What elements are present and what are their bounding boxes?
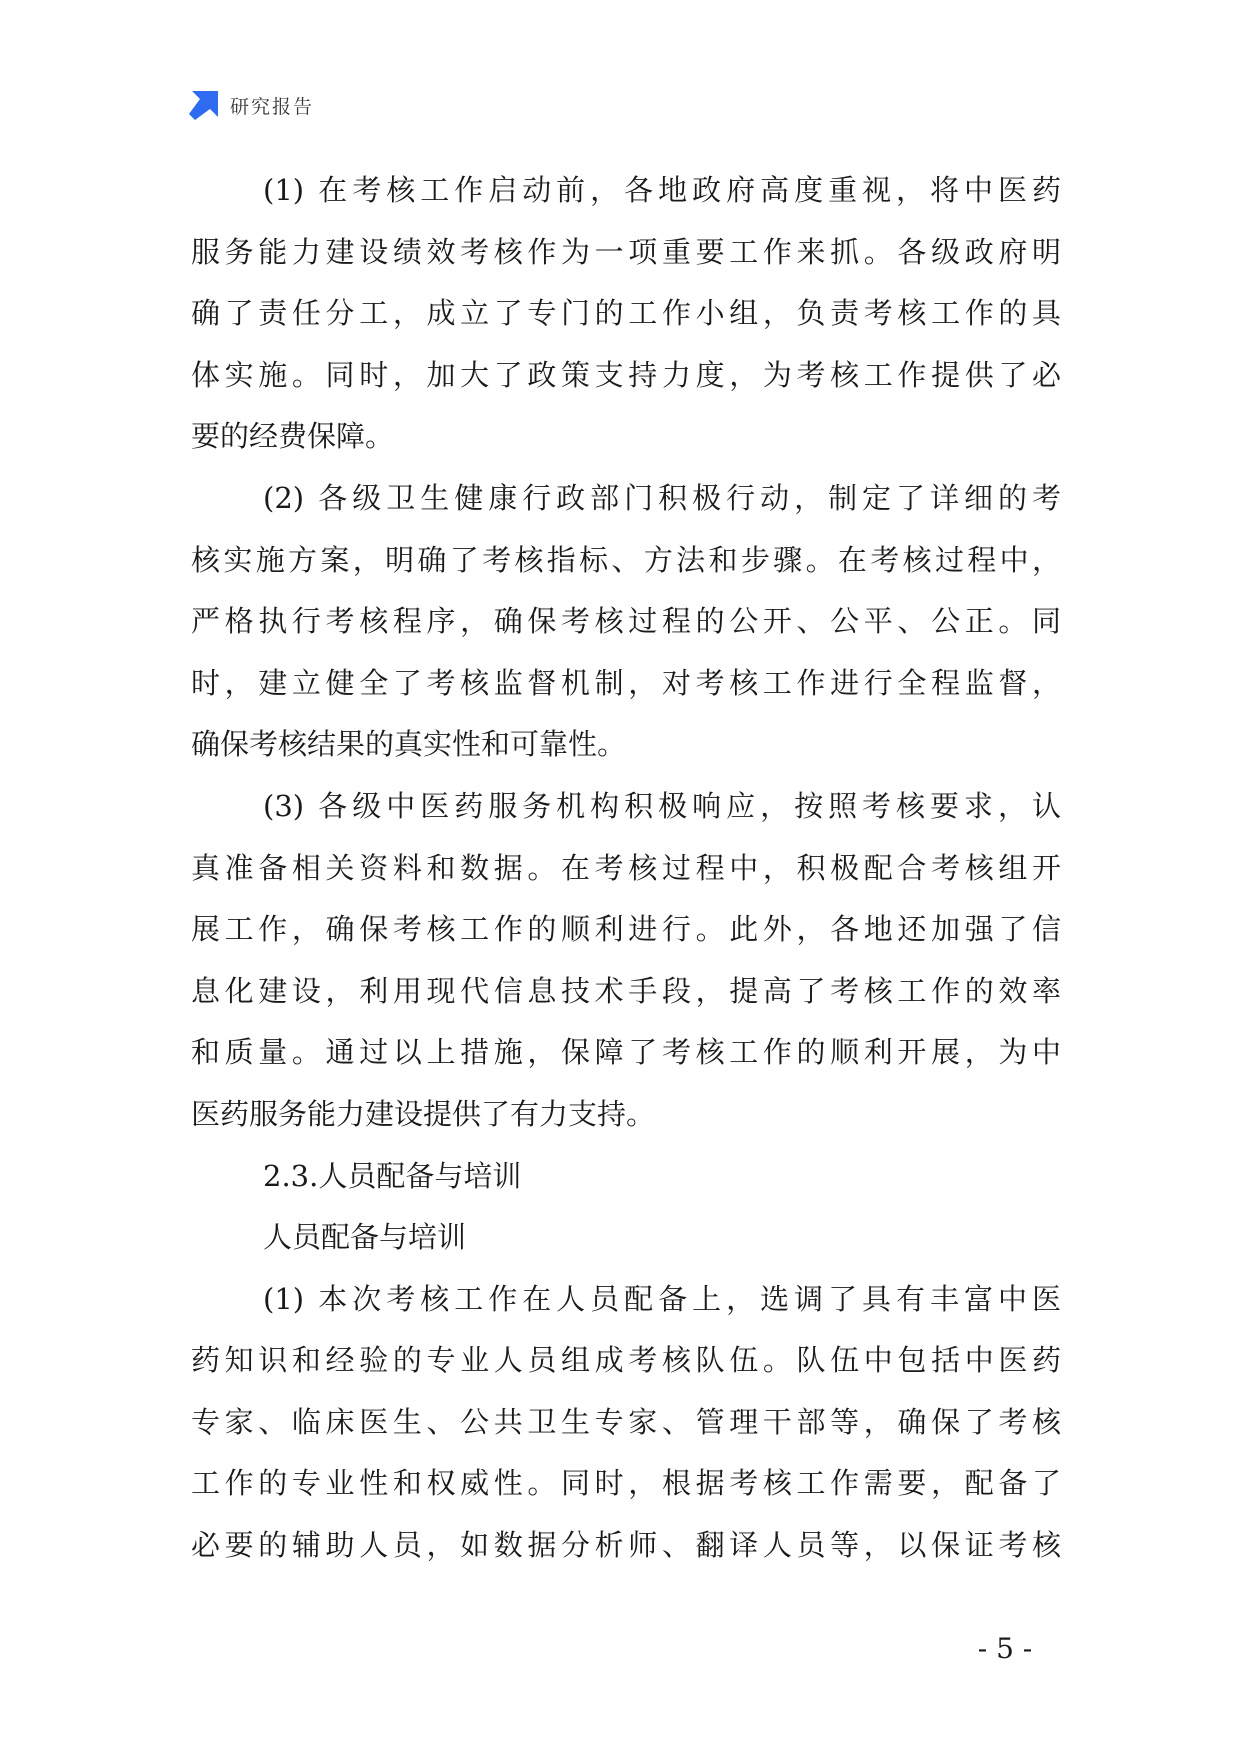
- paragraph-line: 确了责任分工，成立了专门的工作小组，负责考核工作的具: [191, 296, 1061, 331]
- paragraph-line: 医药服务能力建设提供了有力支持。: [191, 1096, 656, 1131]
- paragraph-line: 药知识和经验的专业人员组成考核队伍。队伍中包括中医药: [191, 1343, 1061, 1378]
- paragraph-line: 展工作，确保考核工作的顺利进行。此外，各地还加强了信: [191, 912, 1061, 947]
- paragraph-line: 息化建设，利用现代信息技术手段，提高了考核工作的效率: [191, 973, 1061, 1008]
- paragraph-line: 核实施方案，明确了考核指标、方法和步骤。在考核过程中，: [191, 542, 1061, 577]
- document-body: [191, 160, 1061, 1577]
- section-heading: 2.3.人员配备与培训: [263, 1158, 522, 1193]
- paragraph-line: (3) 各级中医药服务机构积极响应，按照考核要求，认: [263, 788, 1061, 823]
- paragraph-line: 必要的辅助人员，如数据分析师、翻译人员等，以保证考核: [191, 1528, 1061, 1563]
- report-header: [188, 88, 314, 122]
- paragraph-line: 体实施。同时，加大了政策支持力度，为考核工作提供了必: [191, 357, 1061, 392]
- paragraph-line: 要的经费保障。: [191, 419, 395, 454]
- paragraph-line: 专家、临床医生、公共卫生专家、管理干部等，确保了考核: [191, 1404, 1061, 1439]
- page-number: - 5 -: [977, 1632, 1033, 1665]
- paragraph-line: (1) 在考核工作启动前，各地政府高度重视，将中医药: [263, 173, 1061, 207]
- paragraph-line: 工作的专业性和权威性。同时，根据考核工作需要，配备了: [191, 1466, 1061, 1501]
- subsection-heading: 人员配备与培训: [263, 1220, 467, 1255]
- paragraph-line: 确保考核结果的真实性和可靠性。: [191, 727, 627, 762]
- paragraph-line: (1) 本次考核工作在人员配备上，选调了具有丰富中医: [263, 1281, 1061, 1316]
- header-title: 研究报告: [230, 95, 315, 118]
- paragraph-line: (2) 各级卫生健康行政部门积极行动，制定了详细的考: [263, 480, 1061, 515]
- paragraph-line: 严格执行考核程序，确保考核过程的公开、公平、公正。同: [191, 604, 1061, 639]
- paragraph-line: 真准备相关资料和数据。在考核过程中，积极配合考核组开: [191, 850, 1061, 885]
- paragraph-line: 和质量。通过以上措施，保障了考核工作的顺利开展，为中: [191, 1035, 1061, 1070]
- arrow-up-right-icon: [188, 89, 220, 121]
- paragraph-line: 服务能力建设绩效考核作为一项重要工作来抓。各级政府明: [191, 234, 1061, 269]
- paragraph-line: 时，建立健全了考核监督机制，对考核工作进行全程监督，: [191, 665, 1061, 700]
